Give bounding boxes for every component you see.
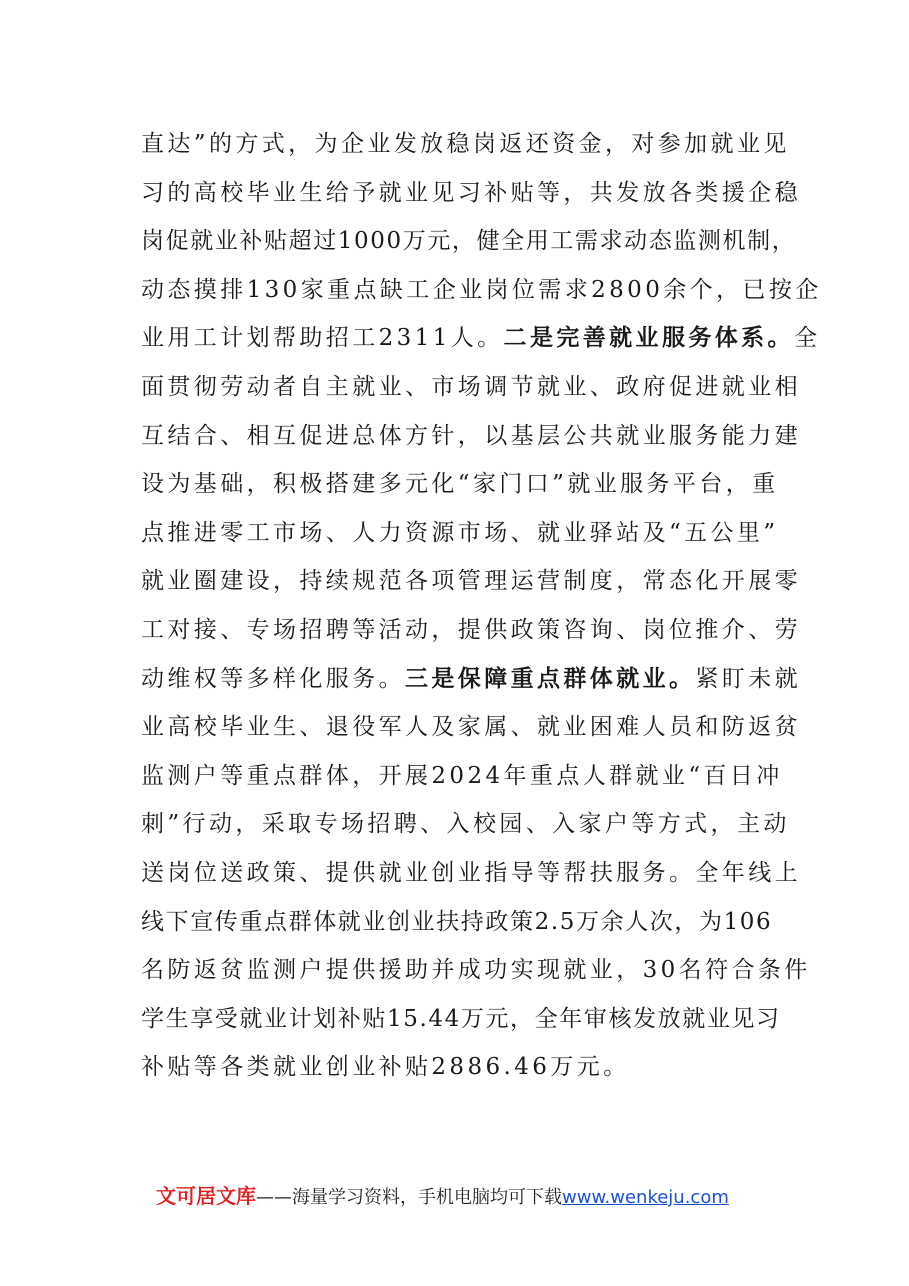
- website-link[interactable]: www.wenkeju.com: [562, 1187, 729, 1208]
- text-line: 补贴等各类就业创业补贴2886.46万元。: [141, 1054, 630, 1081]
- text-line: 点推进零工市场、人力资源市场、就业驿站及“五公里”: [141, 519, 779, 546]
- bold-heading: 三是保障重点群体就业。: [405, 665, 696, 692]
- text-line: 直达”的方式，为企业发放稳岗返还资金，对参加就业见: [141, 131, 790, 157]
- body-text: [141, 120, 822, 1092]
- text-segment: 紧盯未就: [695, 665, 802, 692]
- text-line: [141, 655, 802, 704]
- text-line: 业高校毕业生、退役军人及家属、就业困难人员和防返贫: [141, 714, 801, 741]
- text-segment: 动维权等多样化服务。: [141, 665, 405, 692]
- text-line: 动态摸排130家重点缺工企业岗位需求2800余个，已按企: [141, 276, 822, 303]
- text-line: 习的高校毕业生给予就业见习补贴等，共发放各类援企稳: [141, 179, 801, 206]
- text-line: 岗促就业补贴超过1000万元，健全用工需求动态监测机制，: [141, 228, 797, 255]
- brand-name: 文可居文库: [156, 1184, 256, 1208]
- text-line: 设为基础，积极搭建多元化“家门口”就业服务平台，重: [141, 471, 779, 498]
- text-line: 监测户等重点群体，开展2024年重点人群就业“百日冲: [141, 762, 783, 789]
- text-line: [141, 314, 821, 363]
- text-segment: 全: [793, 325, 821, 352]
- text-line: 名防返贫监测户提供援助并成功实现就业，30名符合条件: [141, 957, 811, 984]
- footer-slogan: ——海量学习资料，手机电脑均可下载: [256, 1187, 562, 1208]
- text-line: 刺”行动，采取专场招聘、入校园、入家户等方式，主动: [141, 811, 790, 838]
- bold-heading: 二是完善就业服务体系。: [503, 325, 794, 352]
- text-line: 线下宣传重点群体就业创业扶持政策2.5万余人次，为106: [141, 908, 773, 935]
- text-line: 送岗位送政策、提供就业创业指导等帮扶服务。全年线上: [141, 859, 801, 886]
- text-line: 工对接、专场招聘等活动，提供政策咨询、岗位推介、劳: [141, 616, 801, 643]
- text-line: 学生享受就业计划补贴15.44万元，全年审核发放就业见习: [141, 1005, 781, 1032]
- text-line: 互结合、相互促进总体方针，以基层公共就业服务能力建: [141, 422, 801, 449]
- text-line: 面贯彻劳动者自主就业、市场调节就业、政府促进就业相: [141, 373, 801, 400]
- text-line: 就业圈建设，持续规范各项管理运营制度，常态化开展零: [141, 568, 801, 595]
- text-segment: 业用工计划帮助招工2311人。: [141, 325, 504, 352]
- footer-banner: [156, 1181, 776, 1213]
